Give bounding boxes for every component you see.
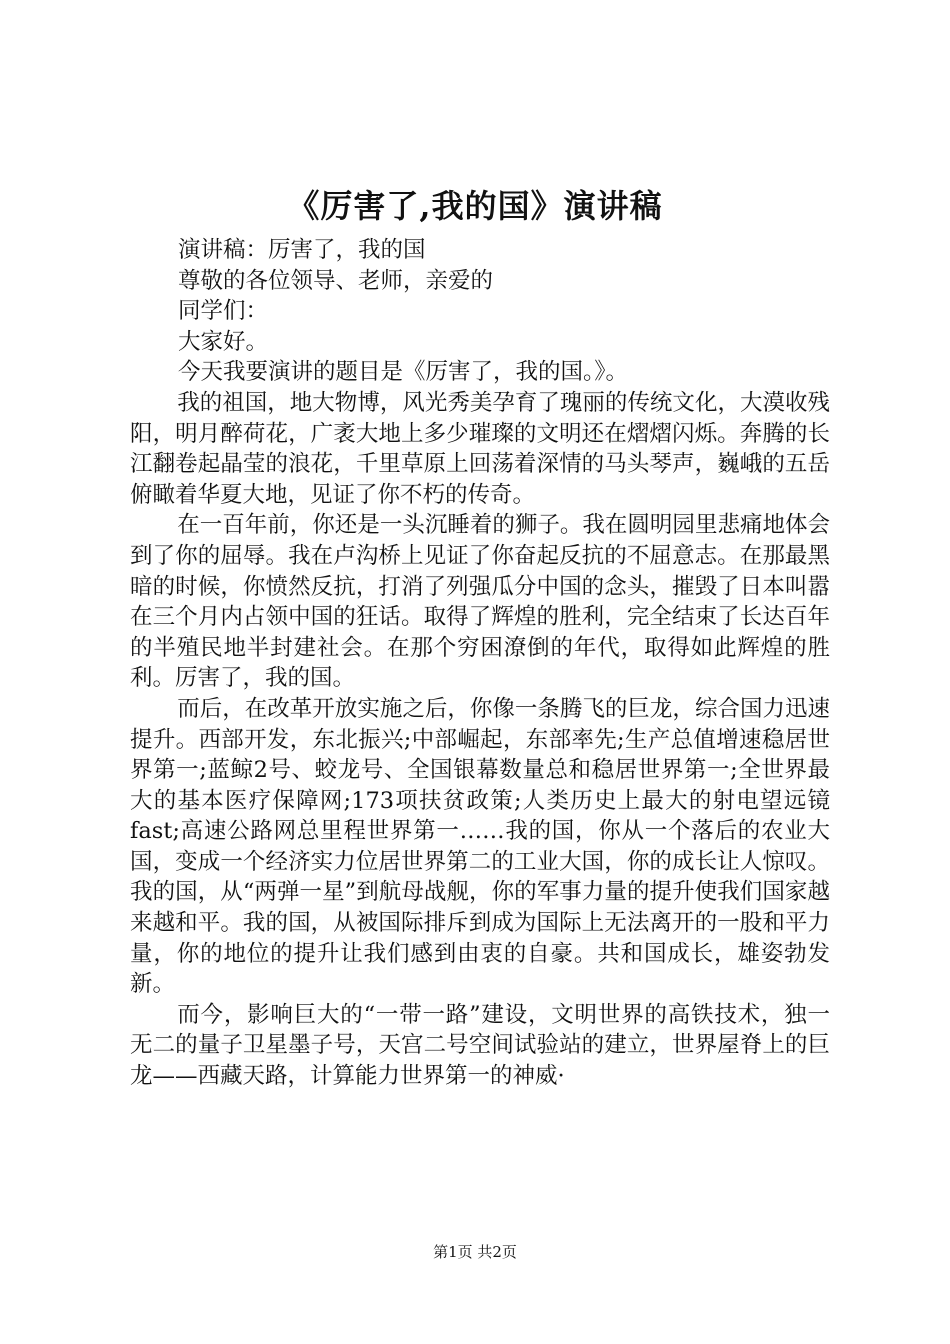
- paragraph-history: 在一百年前，你还是一头沉睡着的狮子。我在圆明园里悲痛地体会到了你的屈辱。我在卢沟桥上见证了你奋起反抗的不屈意志。在那最黑暗的时候，你愤然反抗，打消了列强瓜分中国的念头，摧毁了日本叫嚣在三个月内占领中国的狂话。取得了辉煌的胜利，完全结束了长达百年的半殖民地半封建社会。在那个穷困潦倒的年代，取得如此辉煌的胜利。厉害了，我的国。: [130, 512, 830, 692]
- lead-line-greeting-2: 同学们：: [178, 298, 269, 325]
- paragraph-present: 而今，影响巨大的“一带一路”建设，文明世界的高铁技术，独一无二的量子卫星墨子号，天宫二号空间试验站的建立，世界屋脊上的巨龙——西藏天路，计算能力世界第一的神威·: [130, 1001, 830, 1090]
- document-title: 《厉害了,我的国》演讲稿: [287, 187, 663, 225]
- paragraph-reform: 而后，在改革开放实施之后，你像一条腾飞的巨龙，综合国力迅速提升。西部开发，东北振兴;中部崛起，东部率先;生产总值增速稳居世界第一;蓝鲸2号、蛟龙号、全国银幕数量总和稳居世界第一;全世界最大的基本医疗保障网;173项扶贫政策;人类历史上最大的射电望远镜fast;高速公路网总里程世界第一……我的国，你从一个落后的农业大国，变成一个经济实力位居世界第二的工业大国，你的成长让人惊叹。我的国，从“两弹一星”到航母战舰，你的军事力量的提升使我们国家越来越和平。我的国，从被国际排斥到成为国际上无法离开的一股和平力量，你的地位的提升让我们感到由衷的自豪。共和国成长，雄姿勃发新。: [130, 695, 830, 998]
- page-footer: 第1页 共2页: [433, 1243, 517, 1261]
- lead-line-greeting-1: 尊敬的各位领导、老师，亲爱的: [178, 267, 494, 294]
- paragraph-motherland: 我的祖国，地大物博，风光秀美孕育了瑰丽的传统文化，大漠收残阳，明月醉荷花，广袤大地上多少璀璨的文明还在熠熠闪烁。奔腾的长江翻卷起晶莹的浪花，千里草原上回荡着深情的马头琴声，巍峨的五岳俯瞰着华夏大地，见证了你不朽的传奇。: [130, 389, 830, 508]
- lead-line-topic: 今天我要演讲的题目是《厉害了，我的国。》。: [178, 359, 629, 386]
- lead-line-hello: 大家好。: [178, 328, 269, 355]
- lead-line-speech-label: 演讲稿：厉害了，我的国: [178, 237, 426, 263]
- document-body: [130, 235, 830, 1092]
